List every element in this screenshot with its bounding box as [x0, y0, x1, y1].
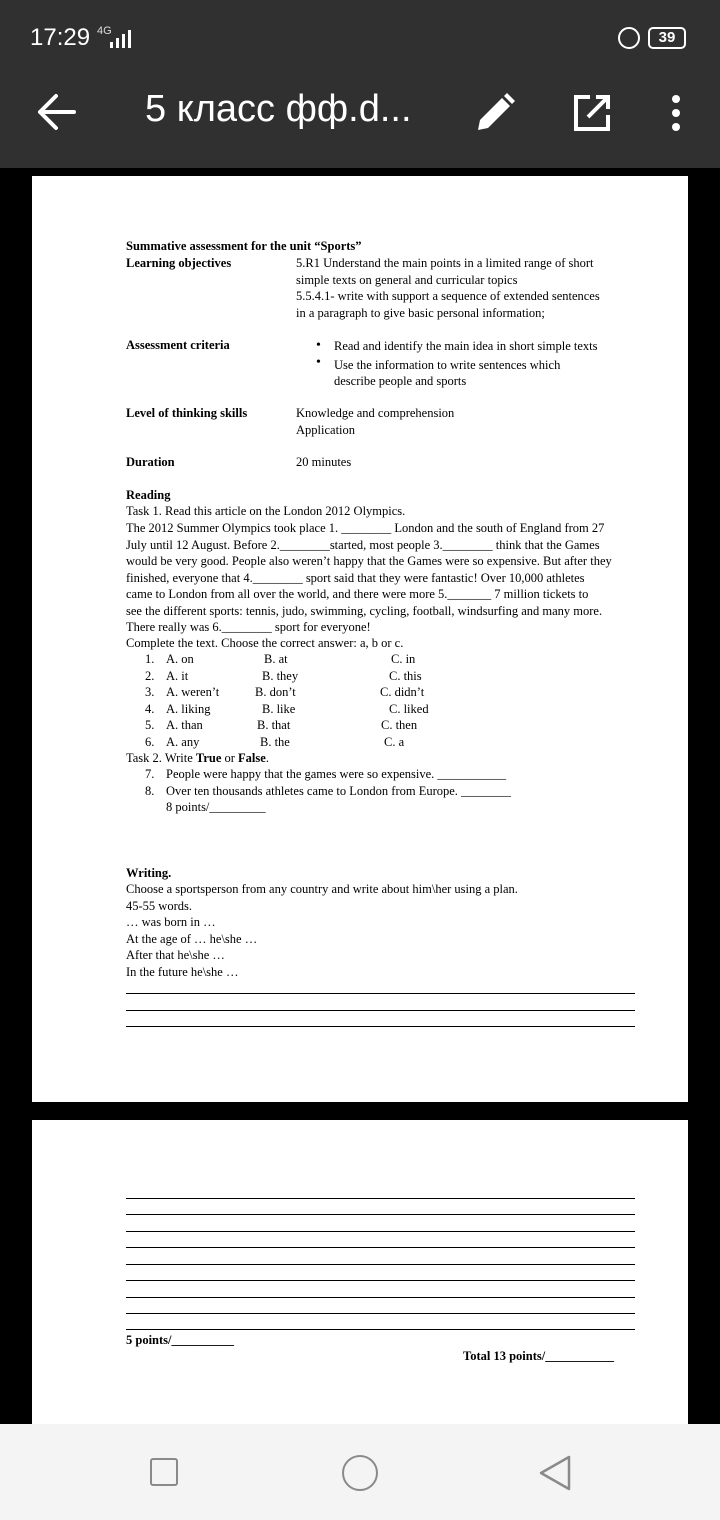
answer-line [126, 1198, 635, 1199]
answer-line [126, 993, 635, 994]
writing-instructions: Choose a sportsperson from any country and write about him\her using a plan. 45-55 words. … was born in … At the age of … he\she … After that he\she … In the future he\she … [126, 882, 518, 979]
document-page-2 [32, 1120, 688, 1430]
document-viewer[interactable] [0, 168, 720, 1424]
edit-pencil-icon[interactable] [474, 92, 516, 134]
writing-points: 5 points/__________ [126, 1333, 235, 1347]
answer-line [126, 1329, 635, 1330]
thinking-skills-label: Level of thinking skills [126, 406, 248, 420]
choose-instruction: Complete the text. Choose the correct answer: a, b or c. [126, 636, 404, 650]
learning-objectives-label: Learning objectives [126, 256, 232, 270]
answer-line [126, 1231, 635, 1232]
list-item: • Read and identify the main idea in short simple texts [314, 338, 597, 355]
document-page-1 [32, 176, 688, 1102]
duration-value: 20 minutes [296, 455, 352, 469]
option-row: 5. A. than B. that C. then [145, 718, 418, 732]
list-item: • Use the information to write sentences which describe people and sports [314, 355, 597, 390]
doc-title: Summative assessment for the unit “Sports” [126, 239, 362, 253]
task2-instruction: Task 2. Write True or False. [126, 751, 269, 765]
learning-objectives-text: 5.R1 Understand the main points in a limited range of short simple texts on general and curricular topics 5.5.4.1- write with support a sequence of extended sentences in a paragraph to give basic personal information; [296, 256, 600, 320]
answer-line [126, 1010, 635, 1011]
document-title: 5 класс фф.d... [145, 88, 412, 130]
option-row: 2. A. it B. they C. this [145, 668, 422, 683]
back-triangle-icon[interactable] [538, 1454, 572, 1492]
answer-line [126, 1026, 635, 1027]
battery-level: 39 [648, 27, 686, 49]
more-options-icon[interactable] [666, 94, 686, 132]
true-false-list [32, 766, 688, 799]
thinking-skills-values: Knowledge and comprehension Application [296, 406, 455, 437]
status-bar [0, 0, 720, 56]
signal-icon [110, 30, 132, 48]
list-item: 7. People were happy that the games were so expensive. ___________ [145, 767, 507, 781]
system-nav-bar [0, 1424, 720, 1520]
writing-heading: Writing. [126, 866, 172, 880]
network-type: 4G [97, 25, 112, 37]
recents-square-icon[interactable] [150, 1458, 178, 1486]
status-time: 17:29 [30, 24, 91, 51]
option-row: 6. A. any B. the C. a [145, 734, 405, 749]
rotation-lock-icon [618, 27, 640, 49]
option-row: 3. A. weren’t B. don’t C. didn’t [145, 685, 425, 699]
option-row: 4. A. liking B. like C. liked [145, 701, 429, 716]
list-item: 8. Over ten thousands athletes came to London from Europe. ________ [145, 783, 512, 798]
answer-line [126, 1247, 635, 1248]
task1-instruction: Task 1. Read this article on the London 2012 Olympics. [126, 504, 406, 518]
open-external-icon[interactable] [572, 93, 612, 133]
answer-line [126, 1297, 635, 1298]
home-circle-icon[interactable] [342, 1455, 378, 1491]
answer-line [126, 1264, 635, 1265]
duration-label: Duration [126, 455, 175, 469]
option-row: 1. A. on B. at C. in [145, 652, 416, 666]
answer-line [126, 1214, 635, 1215]
back-arrow-icon[interactable] [36, 92, 76, 132]
answer-line [126, 1280, 635, 1281]
reading-heading: Reading [126, 488, 171, 502]
app-bar [0, 56, 720, 168]
reading-article: The 2012 Summer Olympics took place 1. ________ London and the south of England from 27 July until 12 August. Before 2.________started, most people 3.________ think that the Games would be very good. People also weren’t happy that the Games were so expensive. But after they finished, everyone that 4.________ sport said that they were fantastic! Over 10,000 athletes came to London from all over the world, and there were more 5._______ 7 million tickets to see the different sports: tennis, judo, swimming, cycling, football, windsurfing and many more. There really was 6.________ sport for everyone! [126, 521, 612, 634]
assessment-criteria-label: Assessment criteria [126, 338, 230, 352]
options-table [32, 651, 688, 750]
answer-line [126, 1313, 635, 1314]
total-points: Total 13 points/___________ [463, 1349, 614, 1363]
assessment-criteria-list [314, 338, 597, 390]
reading-points: 8 points/_________ [166, 800, 266, 814]
